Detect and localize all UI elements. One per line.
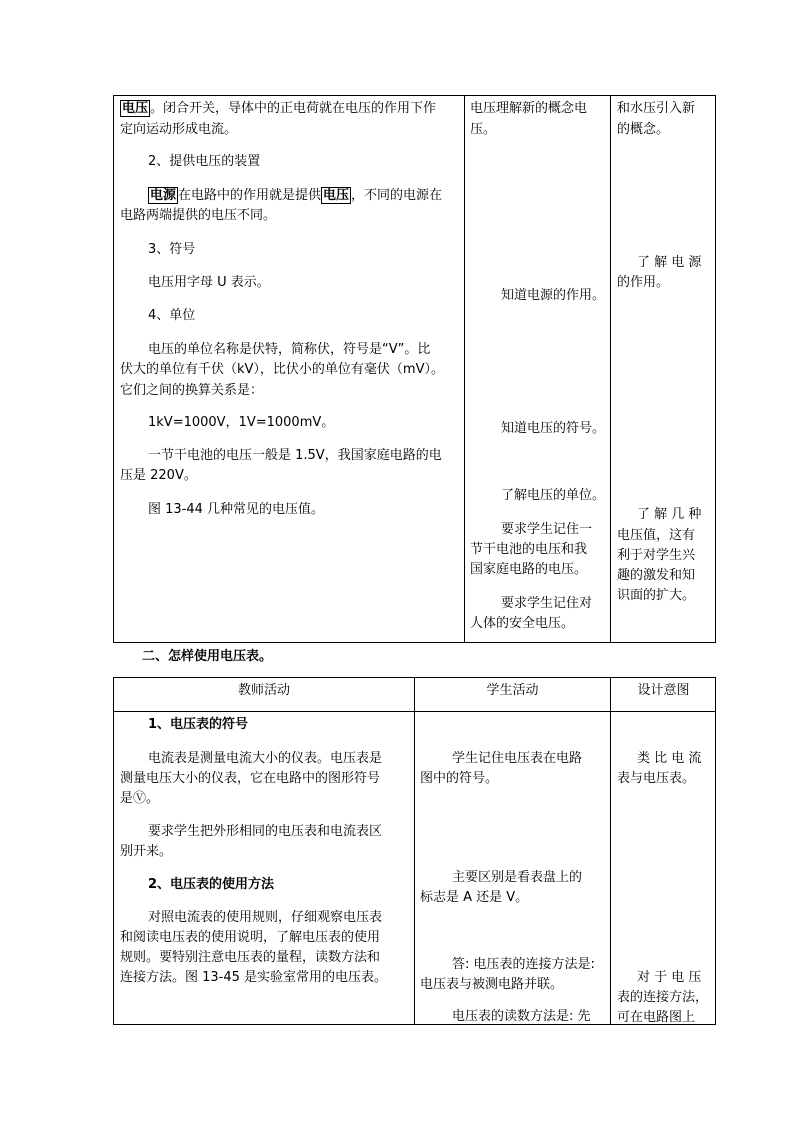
paragraph: 表的连接方法， bbox=[617, 990, 709, 1005]
paragraph: 可在电路图上 bbox=[617, 1010, 696, 1025]
paragraph: 电压用字母 U 表示。 bbox=[148, 275, 270, 290]
subheading: 1、电压表的符号 bbox=[148, 717, 249, 732]
subheading: 3、符号 bbox=[148, 242, 196, 257]
paragraph: 电压表与被测电路并联。 bbox=[420, 977, 564, 992]
paragraph: 标志是 A 还是 V。 bbox=[420, 890, 529, 905]
paragraph: 连接方法。图 13-45 是实验室常用的电压表。 bbox=[120, 970, 388, 985]
column-header-design: 设计意图 bbox=[637, 683, 690, 698]
paragraph: 电压 。闭合开关，导体中的正电荷就在电压的作用下作 bbox=[122, 101, 437, 116]
subheading: 4、单位 bbox=[148, 308, 196, 323]
column-divider bbox=[414, 678, 415, 1024]
lesson-table-1 bbox=[113, 95, 716, 643]
paragraph: 电压理解新的概念电 bbox=[470, 101, 588, 116]
paragraph: 类 比 电 流 bbox=[637, 751, 702, 766]
paragraph: 的作用。 bbox=[617, 275, 670, 290]
paragraph: 趣的激发和知 bbox=[617, 568, 696, 583]
paragraph: 它们之间的换算关系是： bbox=[120, 383, 264, 398]
section-title: 二、怎样使用电压表。 bbox=[142, 649, 273, 664]
paragraph: 别开来。 bbox=[120, 844, 173, 859]
paragraph: 主要区别是看表盘上的 bbox=[452, 870, 583, 885]
paragraph: 节干电池的电压和我 bbox=[470, 542, 588, 557]
paragraph: 定向运动形成电流。 bbox=[120, 122, 238, 137]
subheading: 2、提供电压的装置 bbox=[148, 154, 261, 169]
paragraph: 1kV=1000V，1V=1000mV。 bbox=[148, 415, 335, 430]
paragraph: 压。 bbox=[470, 122, 497, 137]
paragraph: 国家庭电路的电压。 bbox=[470, 562, 588, 577]
paragraph: 了 解 几 种 bbox=[637, 507, 702, 522]
paragraph: 要求学生把外形相同的电压表和电流表区 bbox=[148, 824, 383, 839]
column-divider bbox=[610, 96, 611, 642]
paragraph: 了解电压的单位。 bbox=[501, 488, 606, 503]
keyword-box: 电源 bbox=[150, 188, 177, 203]
paragraph: 和水压引入新 bbox=[617, 101, 696, 116]
paragraph: 电压的单位名称是伏特，简称伏，符号是“V”。比 bbox=[148, 342, 431, 357]
paragraph: 要求学生记住一 bbox=[501, 522, 593, 537]
paragraph: 电源 在电路中的作用就是提供 电压 ，不同的电源在 bbox=[150, 188, 443, 203]
paragraph: 知道电源的作用。 bbox=[501, 288, 606, 303]
paragraph: 规则。要特别注意电压表的量程，读数方法和 bbox=[120, 950, 381, 965]
column-header-student: 学生活动 bbox=[486, 683, 539, 698]
paragraph: 和阅读电压表的使用说明，了解电压表的使用 bbox=[120, 930, 381, 945]
paragraph: 测量电压大小的仪表，它在电路中的图形符号 bbox=[120, 771, 381, 786]
paragraph: 对照电流表的使用规则，仔细观察电压表 bbox=[148, 910, 383, 925]
paragraph: 学生记住电压表在电路 bbox=[452, 751, 583, 766]
paragraph: 伏大的单位有千伏（kV），比伏小的单位有毫伏（mV）。 bbox=[120, 362, 444, 377]
paragraph: 识面的扩大。 bbox=[617, 588, 696, 603]
subheading: 2、电压表的使用方法 bbox=[148, 877, 275, 892]
paragraph: 图中的符号。 bbox=[420, 771, 499, 786]
paragraph: 人体的安全电压。 bbox=[470, 616, 575, 631]
paragraph: 电压值，这有 bbox=[617, 528, 696, 543]
keyword-box: 电压 bbox=[323, 188, 350, 203]
paragraph: 电路两端提供的电压不同。 bbox=[120, 208, 277, 223]
paragraph: 压是 220V。 bbox=[120, 468, 197, 483]
paragraph: 答: 电压表的连接方法是: bbox=[452, 957, 595, 972]
paragraph: 电压表的读数方法是: 先 bbox=[452, 1009, 591, 1024]
paragraph: 一节干电池的电压一般是 1.5V，我国家庭电路的电 bbox=[148, 448, 442, 463]
paragraph: 电流表是测量电流大小的仪表。电压表是 bbox=[148, 751, 383, 766]
paragraph: 了 解 电 源 bbox=[637, 255, 702, 270]
paragraph: 知道电压的符号。 bbox=[501, 421, 606, 436]
paragraph: 表与电压表。 bbox=[617, 771, 696, 786]
paragraph: 的概念。 bbox=[617, 122, 670, 137]
column-header-teacher: 教师活动 bbox=[237, 683, 290, 698]
column-divider bbox=[610, 678, 611, 1024]
column-divider bbox=[464, 96, 465, 642]
keyword-box: 电压 bbox=[122, 101, 149, 116]
paragraph: 图 13-44 几种常见的电压值。 bbox=[148, 502, 325, 517]
paragraph: 对 于 电 压 bbox=[637, 970, 702, 985]
lesson-table-2 bbox=[113, 677, 716, 1025]
paragraph: 是Ⓥ。 bbox=[120, 791, 160, 806]
paragraph: 要求学生记住对 bbox=[501, 596, 593, 611]
paragraph: 利于对学生兴 bbox=[617, 548, 696, 563]
header-divider bbox=[114, 711, 715, 712]
